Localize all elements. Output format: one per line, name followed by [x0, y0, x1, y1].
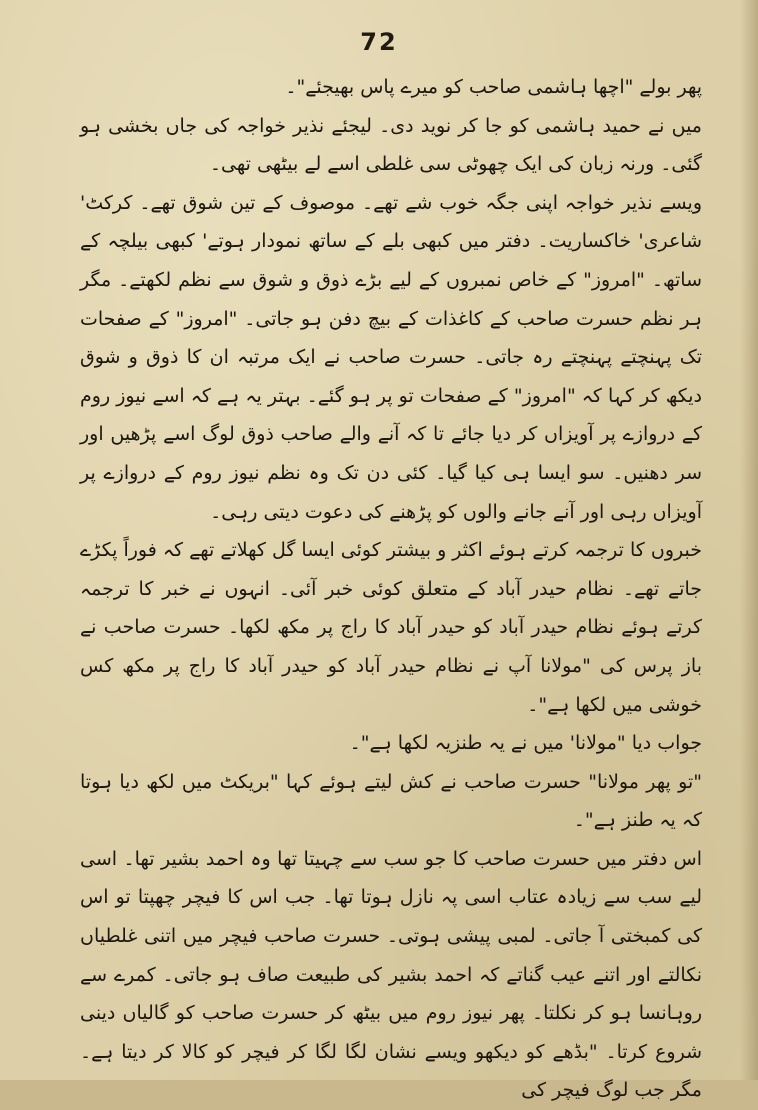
- page-number: 72: [360, 28, 398, 56]
- paragraph-2: میں نے حمید ہاشمی کو جا کر نوید دی۔ لیجئے نذیر خواجہ کی جاں بخشی ہو گئی۔ ورنہ زبان کی ایک چھوٹی سی غلطی اسے لے بیٹھی تھی۔: [80, 114, 702, 176]
- page-text: [80, 68, 702, 1110]
- paragraph-3: ویسے نذیر خواجہ اپنی جگہ خوب شے تھے۔ موصوف کے تین شوق تھے۔ کرکٹ' شاعری' خاکساریت۔ دفتر میں کبھی بلے کے ساتھ نمودار ہوتے' کبھی بیلچہ کے ساتھ۔ "امروز" کے خاص نمبروں کے لیے بڑے ذوق و شوق سے نظم لکھتے۔ مگر ہر نظم حسرت صاحب کے کاغذات کے بیچ دفن ہو جاتی۔ "امروز" کے صفحات تک پہنچتے پہنچتے رہ جاتی۔ حسرت صاحب نے ایک مرتبہ ان کا ذوق و شوق دیکھ کر کہا کہ "امروز" کے صفحات تو پر ہو گئے۔ بہتر یہ ہے کہ اسے نیوز روم کے دروازے پر آویزاں کر دیا جائے تا کہ آنے والے صاحب ذوق لوگ اسے پڑھیں اور سر دھنیں۔ سو ایسا ہی کیا گیا۔ کئی دن تک وہ نظم نیوز روم کے دروازے پر آویزاں رہی اور آنے جانے والوں کو پڑھنے کی دعوت دیتی رہی۔: [80, 191, 702, 523]
- paragraph-4: خبروں کا ترجمہ کرتے ہوئے اکثر و بیشتر کوئی ایسا گل کھلاتے تھے کہ فوراً پکڑے جاتے تھے۔ نظام حیدر آباد کے متعلق کوئی خبر آئی۔ انہوں نے خبر کا ترجمہ کرتے ہوئے نظام حیدر آباد کو حیدر آباد کا راج پر مکھ لکھا۔ حسرت صاحب نے باز پرس کی "مولانا آپ نے نظام حیدر آباد کو حیدر آباد کا راج پر مکھ کس خوشی میں لکھا ہے"۔: [80, 539, 702, 716]
- paragraph-1: پھر بولے "اچھا ہاشمی صاحب کو میرے پاس بھیجئے"۔: [285, 76, 702, 98]
- paragraph-7: اس دفتر میں حسرت صاحب کا جو سب سے چہیتا تھا وہ احمد بشیر تھا۔ اسی لیے سب سے زیادہ عتاب اسی پہ نازل ہوتا تھا۔ جب اس کا فیچر چھپتا تو اس کی کمبختی آ جاتی۔ لمبی پیشی ہوتی۔ حسرت صاحب فیچر میں اتنی غلطیاں نکالتے اور اتنے عیب گناتے کہ احمد بشیر کی طبیعت صاف ہو جاتی۔ کمرے سے روہانسا ہو کر نکلتا۔ پھر نیوز روم میں بیٹھ کر حسرت صاحب کو گالیاں دینی شروع کرتا۔ "بڈھے کو دیکھو ویسے نشان لگا لگا کر فیچر کو کالا کر دیتا ہے۔ مگر جب لوگ فیچر کی: [80, 847, 702, 1102]
- paragraph-5: جواب دیا "مولانا' میں نے یہ طنزیہ لکھا ہے"۔: [349, 732, 702, 755]
- paragraph-6: "تو پھر مولانا" حسرت صاحب نے کش لیتے ہوئے کہا "بریکٹ میں لکھ دیا ہوتا کہ یہ طنز ہے"۔: [80, 770, 702, 832]
- page-edge-shadow: [740, 0, 758, 1080]
